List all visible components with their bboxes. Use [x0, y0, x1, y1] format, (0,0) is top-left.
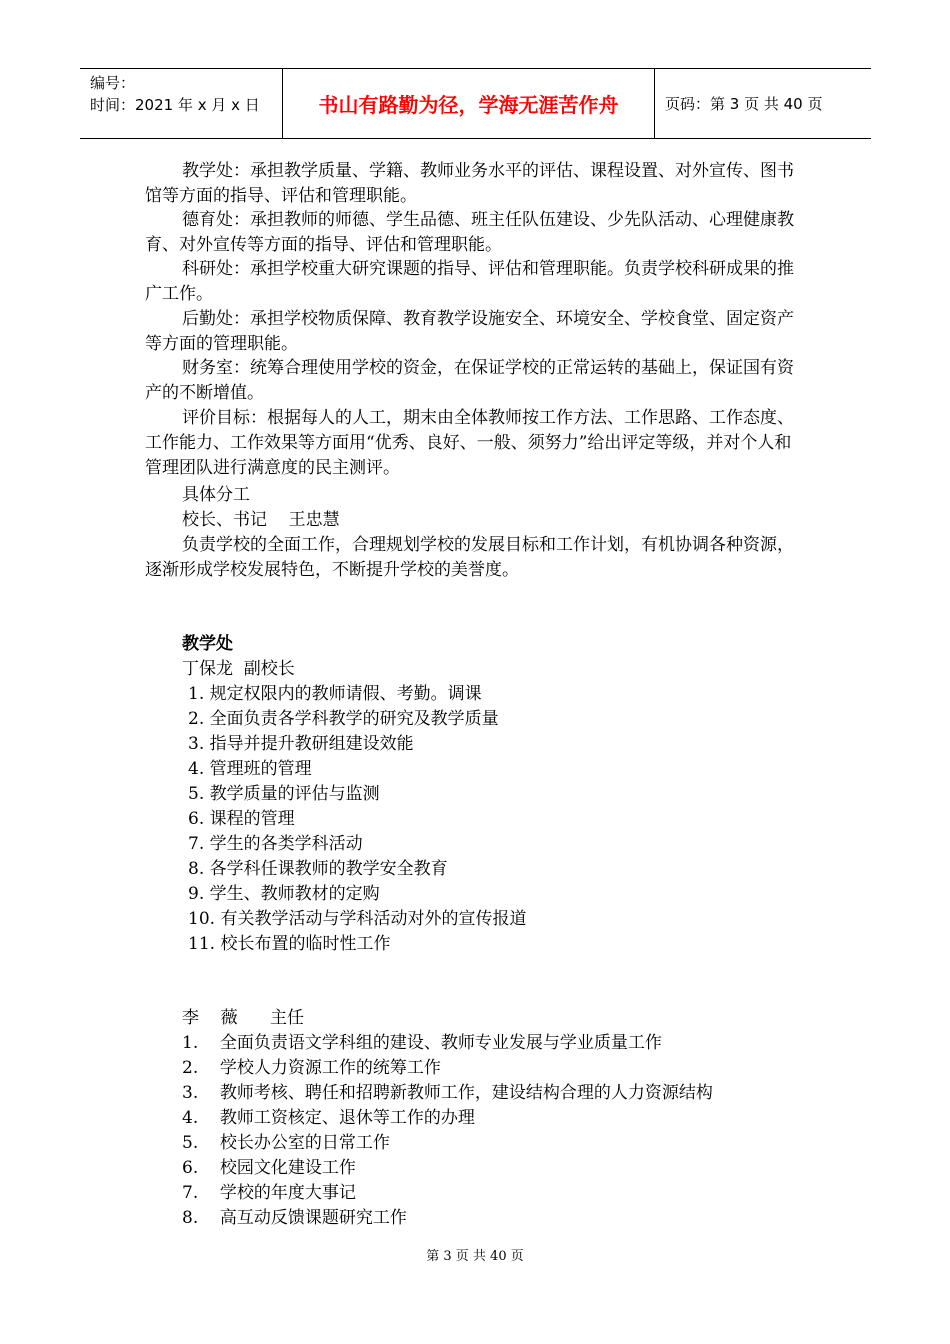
list-item: 3. 教师考核、聘任和招聘新教师工作，建设结构合理的人力资源结构 — [182, 1083, 713, 1103]
list-item: 7. 学生的各类学科活动 — [188, 834, 363, 854]
paragraph-logistics: 后勤处：承担学校物质保障、教育教学设施安全、环境安全、学校食堂、固定资产等方面的管理职能。 — [145, 309, 794, 354]
list-item: 7. 学校的年度大事记 — [182, 1183, 356, 1203]
page-footer: 第 3 页 共 40 页 — [426, 1249, 524, 1264]
list-item: 5. 校长办公室的日常工作 — [182, 1133, 390, 1153]
paragraph-research: 科研处：承担学校重大研究课题的指导、评估和管理职能。负责学校科研成果的推广工作。 — [145, 259, 794, 304]
page-header — [80, 68, 871, 139]
serial-label: 编号： — [90, 74, 136, 92]
paragraph-evaluation: 评价目标：根据每人的人工，期末由全体教师按工作方法、工作思路、工作态度、工作能力、工作效果等方面用“优秀、良好、一般、须努力”给出评定等级，并对个人和管理团队进行满意度的民主测评。 — [145, 408, 794, 478]
page-number-label: 页码：第 3 页 共 40 页 — [665, 95, 823, 113]
list-item: 4. 教师工资核定、退休等工作的办理 — [182, 1108, 475, 1128]
list-item: 8. 各学科任课教师的教学安全教育 — [188, 859, 448, 879]
header-left-cell — [80, 69, 283, 138]
list-item: 4. 管理班的管理 — [188, 759, 312, 779]
date-label: 时间：2021 年 x 月 x 日 — [90, 96, 260, 114]
list-item: 6. 课程的管理 — [188, 809, 295, 829]
principal-line: 校长、书记 王忠慧 — [182, 510, 340, 530]
teaching-office-person: 丁保龙 副校长 — [182, 659, 295, 679]
list-item: 3. 指导并提升教研组建设效能 — [188, 734, 414, 754]
paragraph-finance: 财务室：统筹合理使用学校的资金，在保证学校的正常运转的基础上，保证国有资产的不断增值。 — [145, 358, 794, 403]
motto: 书山有路勤为径，学海无涯苦作舟 — [283, 69, 655, 138]
paragraph-teaching: 教学处：承担教学质量、学籍、教师业务水平的评估、课程设置、对外宣传、图书馆等方面的指导、评估和管理职能。 — [145, 161, 794, 206]
list-item: 8. 高互动反馈课题研究工作 — [182, 1208, 407, 1228]
list-item: 10. 有关教学活动与学科活动对外的宣传报道 — [188, 909, 527, 929]
list-item: 11. 校长布置的临时性工作 — [188, 934, 391, 954]
list-item: 6. 校园文化建设工作 — [182, 1158, 356, 1178]
section-title-teaching-office: 教学处 — [182, 634, 233, 654]
list-item: 1. 规定权限内的教师请假、考勤。调课 — [188, 684, 482, 704]
list-item: 1. 全面负责语文学科组的建设、教师专业发展与学业质量工作 — [182, 1033, 662, 1053]
list-item: 2. 学校人力资源工作的统筹工作 — [182, 1058, 441, 1078]
list-item: 2. 全面负责各学科教学的研究及教学质量 — [188, 709, 499, 729]
list-item: 9. 学生、教师教材的定购 — [188, 884, 380, 904]
division-title: 具体分工 — [182, 485, 250, 505]
paragraph-moral: 德育处：承担教师的师德、学生品德、班主任队伍建设、少先队活动、心理健康教育、对外宣传等方面的指导、评估和管理职能。 — [145, 210, 794, 255]
director-person: 李 薇 主任 — [182, 1008, 305, 1028]
list-item: 5. 教学质量的评估与监测 — [188, 784, 380, 804]
principal-duty: 负责学校的全面工作，合理规划学校的发展目标和工作计划，有机协调各种资源，逐渐形成学校发展特色，不断提升学校的美誉度。 — [145, 535, 794, 580]
